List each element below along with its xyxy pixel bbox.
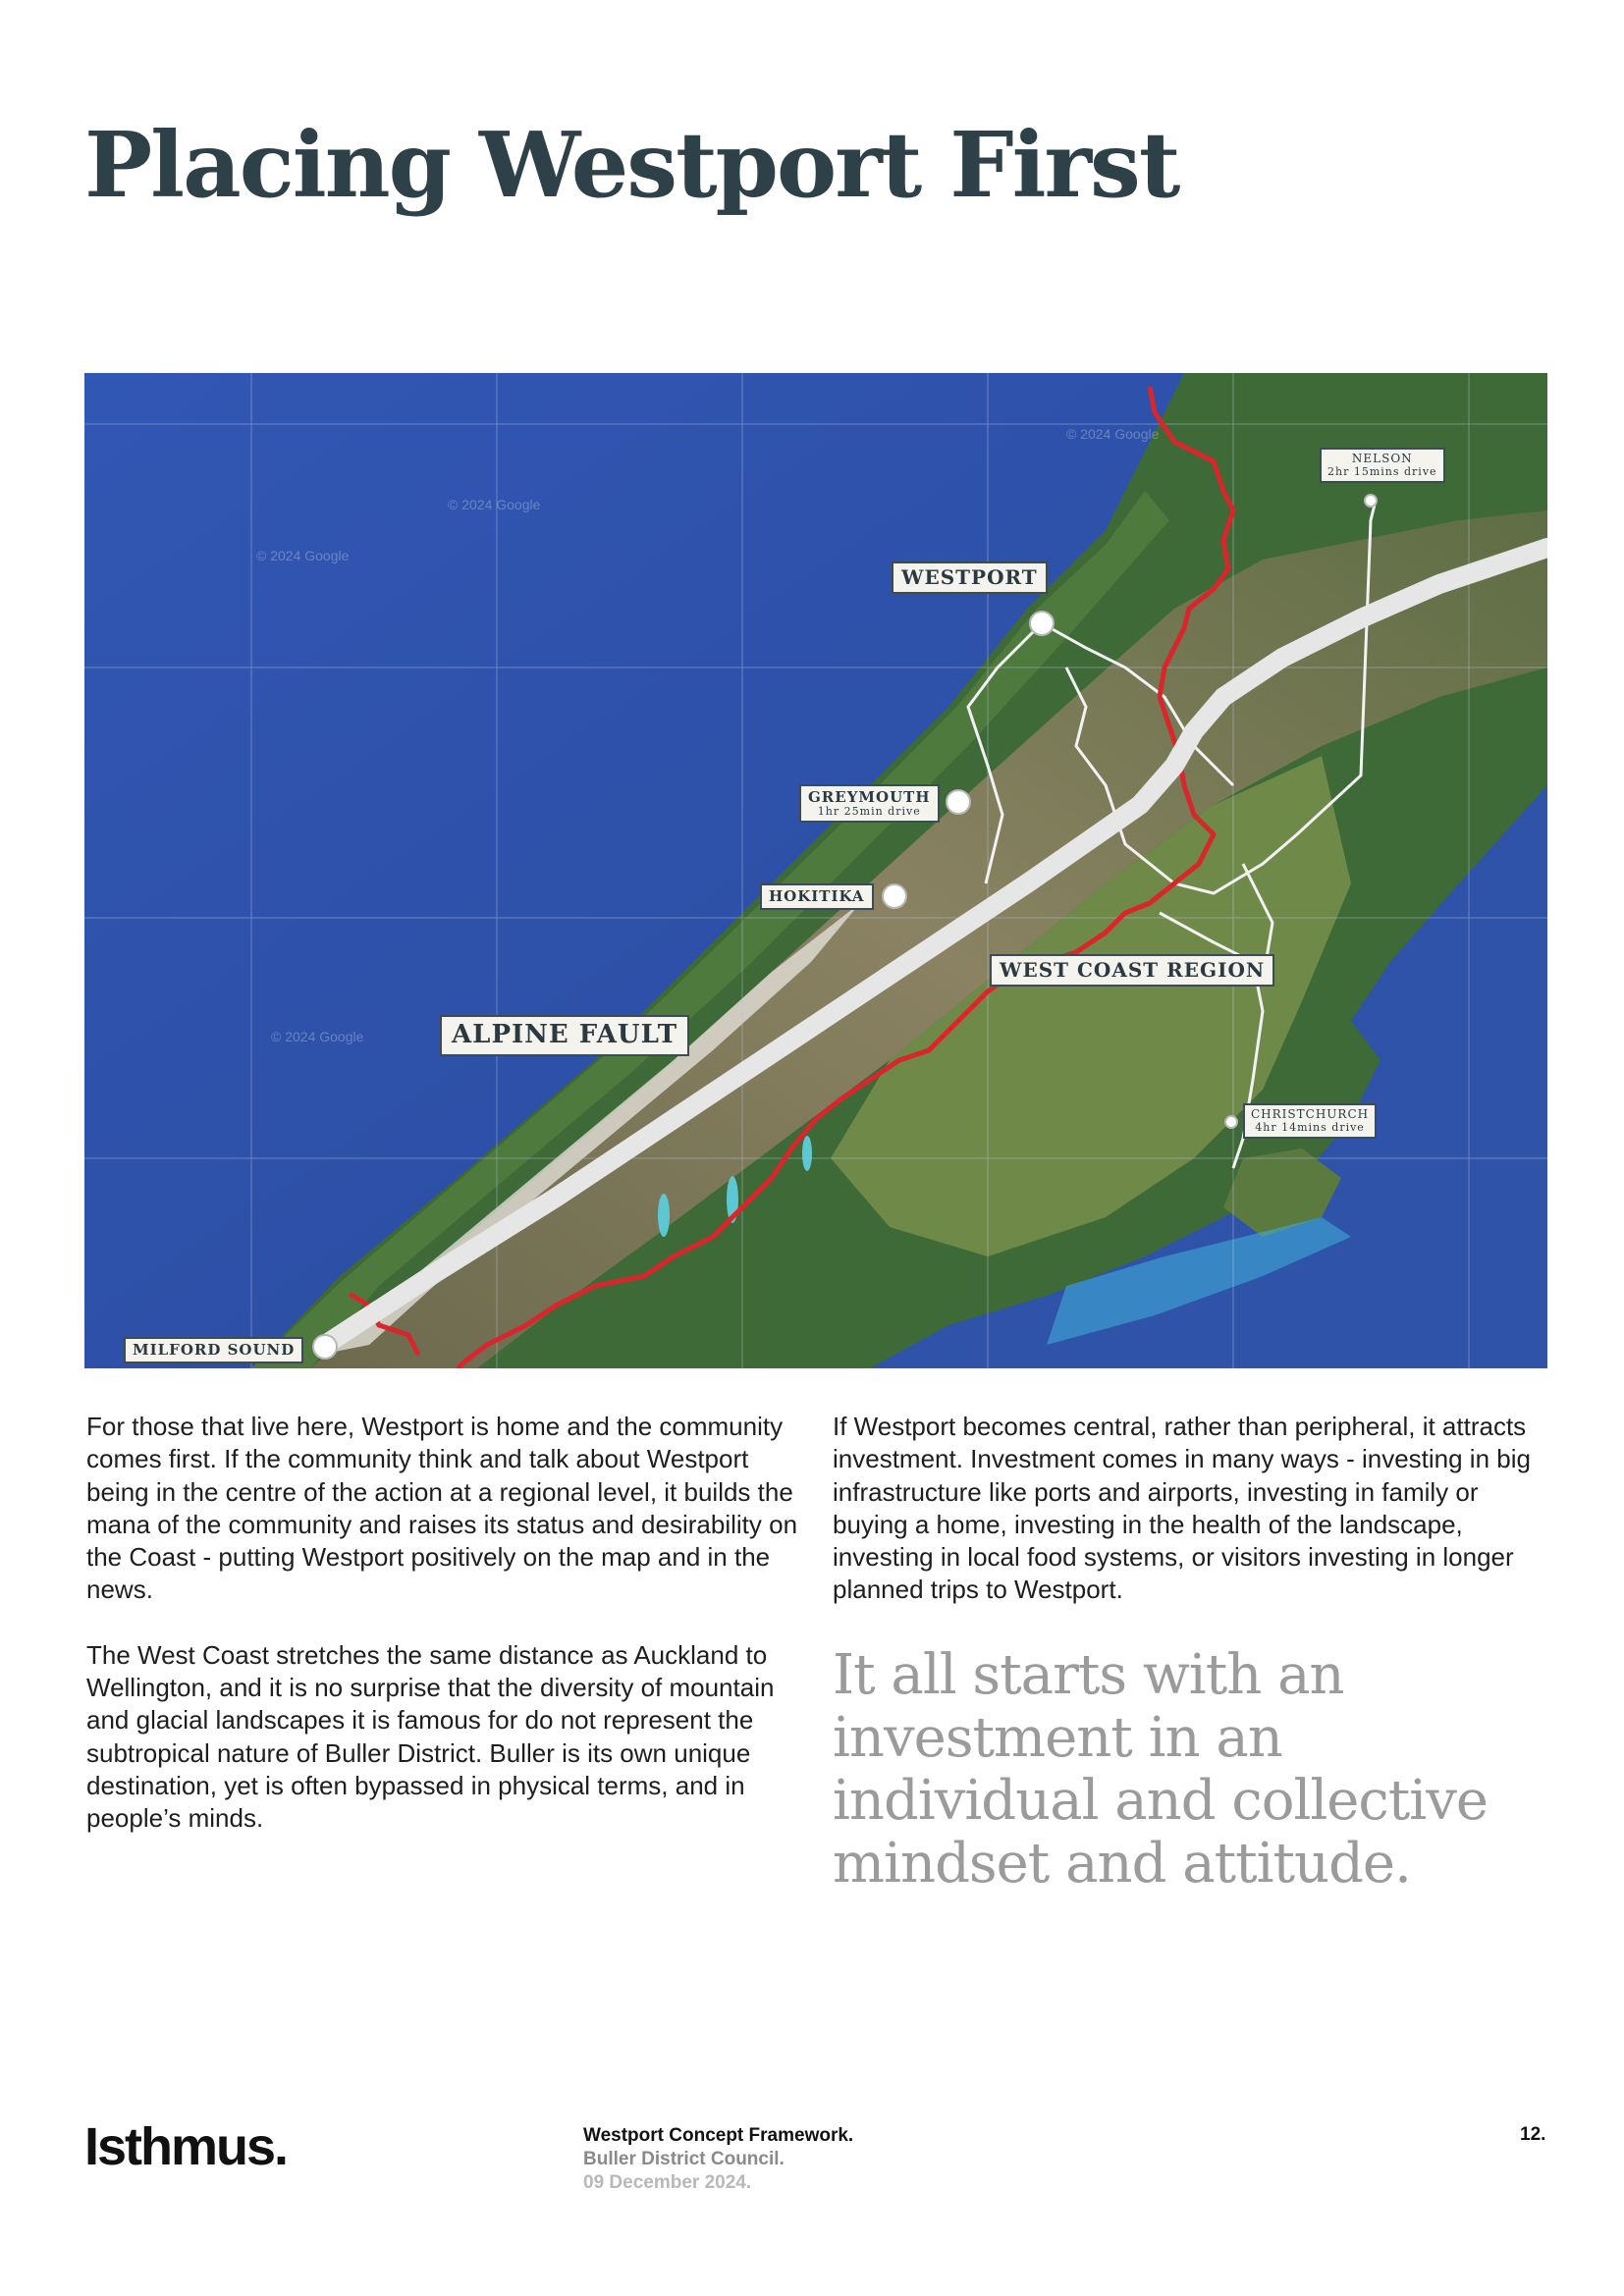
nelson-drive-time: 2hr 15mins drive: [1327, 464, 1437, 478]
footer-info: [583, 2124, 853, 2195]
page-title: Placing Westport First: [84, 112, 1179, 218]
map-watermark: © 2024 Google: [448, 497, 541, 512]
nelson-label: [1320, 448, 1445, 483]
alpine-fault-label: ALPINE FAULT: [440, 1015, 689, 1056]
client-name: Buller District Council.: [583, 2149, 785, 2169]
christchurch-drive-time: 4hr 14mins drive: [1255, 1120, 1365, 1134]
right-column: [833, 1411, 1536, 1896]
document-title: Westport Concept Framework.: [583, 2125, 854, 2146]
west-coast-map: [84, 373, 1547, 1368]
lake: [658, 1194, 670, 1237]
pull-quote: It all starts with an investment in an individual and collective mindset and attitude.: [833, 1642, 1488, 1896]
document-date: 09 December 2024.: [583, 2172, 752, 2193]
hokitika-dot: [883, 884, 906, 908]
map-graphic: [84, 373, 1547, 1368]
hokitika-label: HOKITIKA: [760, 883, 874, 910]
lake: [802, 1136, 812, 1171]
map-watermark: © 2024 Google: [1066, 426, 1160, 442]
milford-sound-label: MILFORD SOUND: [124, 1337, 303, 1363]
christchurch-label: [1243, 1103, 1377, 1139]
body-paragraph: If Westport becomes central, rather than peripheral, it attracts investment. Investment comes in many ways - investing in big infrastructure like ports and airports, investing in family or buying a home, investing in the health of the landscape, investing in local food systems, or visitors investing in longer planned trips to Westport.: [833, 1412, 1531, 1605]
greymouth-dot: [947, 790, 970, 814]
page-number: 12.: [1520, 2124, 1546, 2145]
body-paragraph: For those that live here, Westport is home and the community comes first. If the community think and talk about Westport being in the centre of the action at a regional level, it builds the mana of the community and raises its status and desirability on the Coast - putting Westport positively on the map and in the news.: [86, 1412, 798, 1605]
greymouth-label: [799, 784, 940, 823]
body-paragraph: The West Coast stretches the same distance as Auckland to Wellington, and it is no surprise that the diversity of mountain and glacial landscapes it is famous for do not represent the subtropical nature of Buller District. Buller is its own unique destination, yet is often bypassed in physical terms, and in people’s minds.: [86, 1639, 775, 1834]
westport-dot: [1030, 612, 1054, 635]
isthmus-logo: Isthmus.: [84, 2117, 288, 2176]
nelson-dot: [1365, 495, 1377, 507]
greymouth-drive-time: 1hr 25min drive: [817, 805, 921, 819]
map-watermark: © 2024 Google: [271, 1029, 364, 1044]
christchurch-dot: [1225, 1116, 1237, 1128]
west-coast-region-label: WEST COAST REGION: [990, 954, 1274, 987]
left-column: [86, 1411, 803, 1868]
nelson-name: NELSON: [1351, 452, 1413, 465]
christchurch-name: CHRISTCHURCH: [1251, 1107, 1370, 1121]
map-watermark: © 2024 Google: [256, 548, 350, 563]
milford-sound-dot: [313, 1335, 337, 1359]
westport-label: WESTPORT: [892, 561, 1048, 594]
greymouth-name: GREYMOUTH: [808, 788, 931, 806]
